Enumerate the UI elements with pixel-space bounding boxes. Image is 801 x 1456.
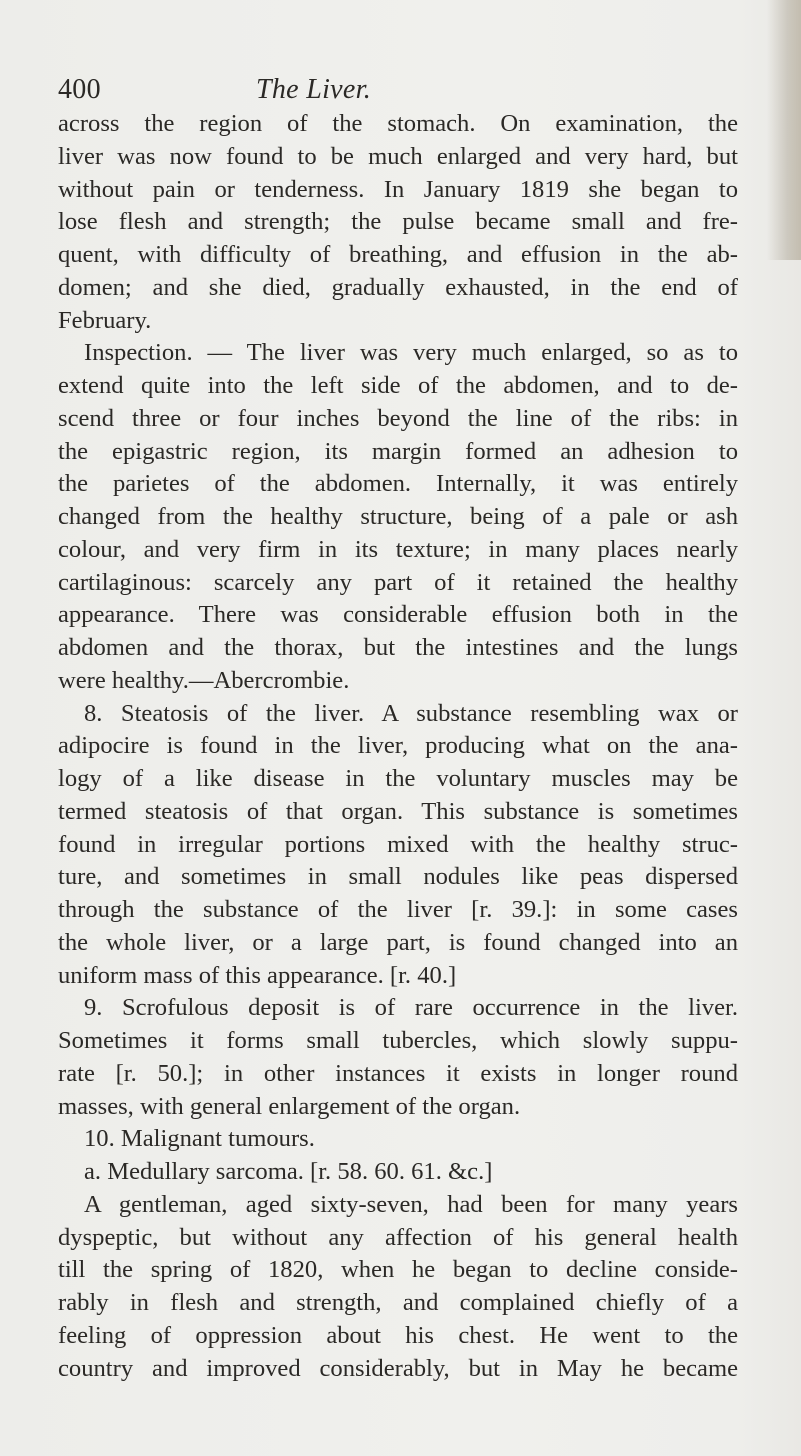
text-line: the epigastric region, its margin formed an adhesion to — [58, 437, 738, 465]
text-line: 8. Steatosis of the liver. A substance resembling wax or — [84, 699, 738, 727]
text-line: lose flesh and strength; the pulse became small and fre- — [58, 208, 738, 236]
text-line: colour, and very firm in its texture; in many places nearly — [58, 535, 738, 563]
text-line: extend quite into the left side of the abdomen, and to de- — [58, 372, 738, 399]
text-line: 9. Scrofulous deposit is of rare occurrence in the liver. — [84, 994, 738, 1022]
text-line: liver was now found to be much enlarged and very hard, but — [58, 142, 738, 170]
running-head — [58, 72, 738, 108]
text-line: logy of a like disease in the voluntary muscles may be — [58, 765, 738, 792]
text-line: dyspeptic, but without any affection of his general health — [58, 1223, 738, 1251]
text-line: February. — [58, 306, 152, 334]
text-line: across the region of the stomach. On examination, the — [58, 110, 738, 137]
text-line: rably in flesh and strength, and complained chiefly of a — [58, 1289, 738, 1316]
running-title: The Liver. — [256, 74, 371, 105]
text-line: domen; and she died, gradually exhausted, in the end of — [58, 273, 738, 301]
text-line: quent, with difficulty of breathing, and effusion in the ab- — [58, 241, 738, 268]
text-line: were healthy.—Abercrombie. — [58, 666, 350, 694]
text-line: cartilaginous: scarcely any part of it retained the healthy — [58, 568, 738, 596]
text-line: scend three or four inches beyond the line of the ribs: in — [58, 404, 738, 432]
text-line: uniform mass of this appearance. [r. 40.] — [58, 961, 457, 989]
text-line: abdomen and the thorax, but the intestines and the lungs — [58, 634, 738, 661]
text-line: masses, with general enlargement of the organ. — [58, 1092, 521, 1120]
text-line: country and improved considerably, but in May he became — [58, 1354, 738, 1382]
text-line: termed steatosis of that organ. This substance is sometimes — [58, 797, 738, 825]
page-number: 400 — [58, 74, 101, 105]
text-line: without pain or tenderness. In January 1819 she began to — [58, 175, 738, 203]
text-line: found in irregular portions mixed with the healthy struc- — [58, 830, 738, 858]
text-line: changed from the healthy structure, being of a pale or ash — [58, 503, 738, 530]
body-text — [58, 108, 738, 1385]
page-edge-shadow — [767, 0, 801, 260]
text-line: appearance. There was considerable effusion both in the — [58, 601, 738, 629]
text-line: feeling of oppression about his chest. He went to the — [58, 1321, 738, 1349]
text-line: ture, and sometimes in small nodules like peas dispersed — [58, 863, 738, 891]
text-line: rate [r. 50.]; in other instances it exists in longer round — [58, 1059, 738, 1087]
text-line: A gentleman, aged sixty-seven, had been for many years — [84, 1190, 738, 1218]
text-line: Inspection. — The liver was very much enlarged, so as to — [84, 339, 738, 367]
text-line: through the substance of the liver [r. 39.]: in some cases — [58, 896, 738, 923]
text-line: the whole liver, or a large part, is found changed into an — [58, 928, 738, 956]
text-line: the parietes of the abdomen. Internally, it was entirely — [58, 470, 738, 498]
text-line: a. Medullary sarcoma. [r. 58. 60. 61. &c.] — [84, 1158, 493, 1185]
text-line: 10. Malignant tumours. — [84, 1125, 315, 1153]
text-line: adipocire is found in the liver, producing what on the ana- — [58, 732, 738, 760]
text-line: Sometimes it forms small tubercles, which slowly suppu- — [58, 1027, 738, 1054]
text-line: till the spring of 1820, when he began to decline conside- — [58, 1256, 738, 1284]
